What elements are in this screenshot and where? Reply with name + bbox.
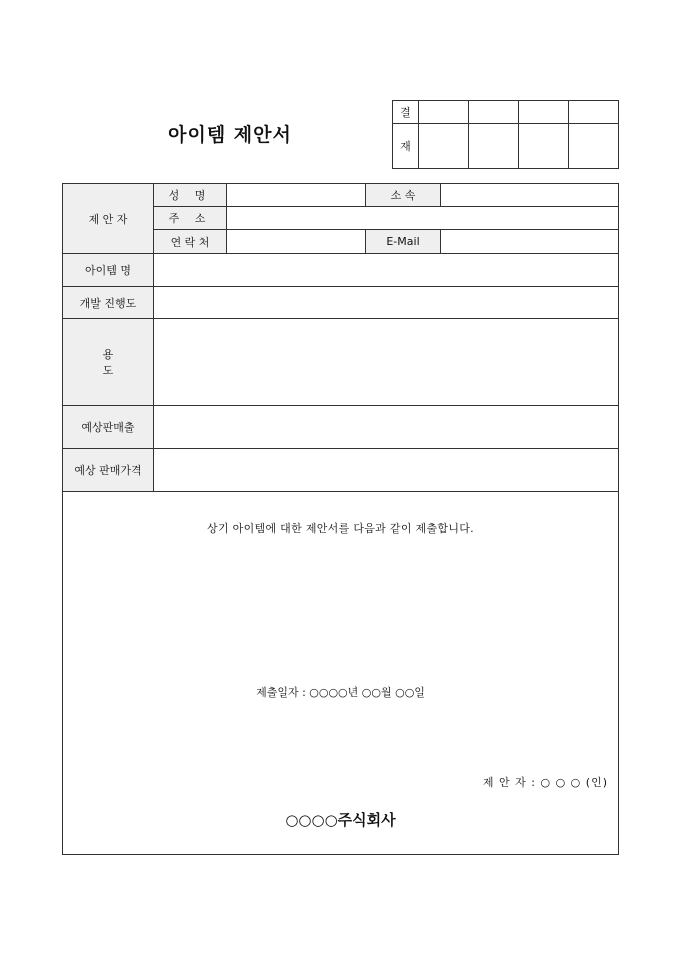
approval-label-bottom: 재 [393,124,419,169]
expected-sales-label: 예상판매출 [63,406,154,449]
document-title: 아이템 제안서 [168,124,292,146]
approval-sign-cell[interactable] [569,124,619,169]
approval-cell[interactable] [419,101,469,124]
proposer-signature: 제 안 자 : ○ ○ ○ (인) [482,776,608,789]
contact-label: 연 락 처 [154,230,227,254]
contact-field[interactable] [227,230,366,254]
approval-box [392,100,619,169]
proposal-form-table [62,183,619,492]
approval-label-top: 결 [393,101,419,124]
address-field[interactable] [227,207,619,230]
approval-cell[interactable] [519,101,569,124]
submission-statement: 상기 아이템에 대한 제안서를 다음과 같이 제출합니다. [207,522,474,535]
usage-field[interactable] [154,319,619,406]
approval-sign-cell[interactable] [519,124,569,169]
name-label: 성 명 [154,184,227,207]
submission-section [62,491,619,855]
proposer-label: 제 안 자 [63,184,154,254]
approval-sign-cell[interactable] [469,124,519,169]
affiliation-label: 소 속 [366,184,441,207]
name-field[interactable] [227,184,366,207]
usage-label: 용 도 [63,319,154,406]
approval-sign-cell[interactable] [419,124,469,169]
expected-price-field[interactable] [154,449,619,492]
expected-sales-field[interactable] [154,406,619,449]
email-label: E-Mail [366,230,441,254]
expected-price-label: 예상 판매가격 [63,449,154,492]
affiliation-field[interactable] [441,184,619,207]
email-field[interactable] [441,230,619,254]
address-label: 주 소 [154,207,227,230]
approval-cell[interactable] [569,101,619,124]
submission-date: 제출일자 : ○○○○년 ○○월 ○○일 [256,686,425,699]
item-name-field[interactable] [154,254,619,287]
progress-label: 개발 진행도 [63,287,154,319]
progress-field[interactable] [154,287,619,319]
company-name: ○○○○주식회사 [285,811,396,829]
item-name-label: 아이템 명 [63,254,154,287]
approval-cell[interactable] [469,101,519,124]
